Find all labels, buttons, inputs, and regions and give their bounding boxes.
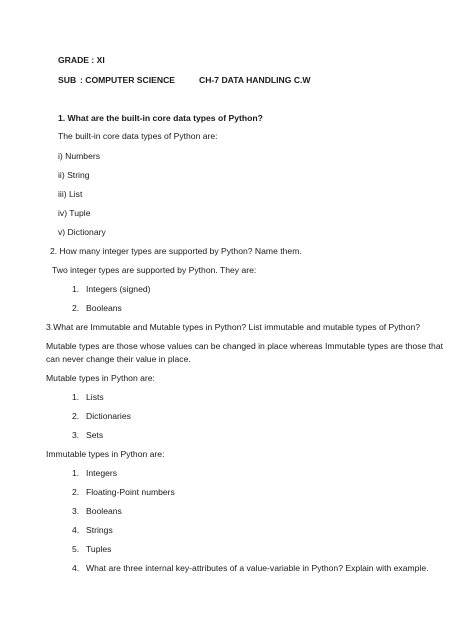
list-item: Integers bbox=[86, 468, 118, 478]
list-number: 2. bbox=[72, 411, 80, 421]
answer-1: The built-in core data types of Python are: bbox=[58, 131, 218, 141]
list-item: Booleans bbox=[86, 506, 122, 516]
list-item: Integers (signed) bbox=[86, 284, 151, 294]
question-1: 1. What are the built-in core data types of Python? bbox=[58, 113, 263, 123]
list-item: Tuples bbox=[86, 544, 112, 554]
list-item: i) Numbers bbox=[58, 151, 101, 161]
mutable-heading: Mutable types in Python are: bbox=[46, 373, 155, 383]
list-number: 2. bbox=[72, 487, 80, 497]
list-item: v) Dictionary bbox=[58, 227, 106, 237]
list-number: 5. bbox=[72, 544, 80, 554]
list-item: Lists bbox=[86, 392, 104, 402]
answer-3-line-2: can never change their value in place. bbox=[46, 354, 191, 364]
question-4-number: 4. bbox=[72, 563, 80, 573]
immutable-heading: Immutable types in Python are: bbox=[46, 449, 165, 459]
list-number: 1. bbox=[72, 284, 80, 294]
list-item: ii) String bbox=[58, 170, 90, 180]
question-2: 2. How many integer types are supported by Python? Name them. bbox=[50, 246, 302, 256]
subject-title: : COMPUTER SCIENCE bbox=[80, 75, 176, 85]
list-item: Dictionaries bbox=[86, 411, 131, 421]
list-item: iii) List bbox=[58, 189, 83, 199]
list-item: iv) Tuple bbox=[58, 208, 91, 218]
list-item: Floating-Point numbers bbox=[86, 487, 175, 497]
answer-3-line-1: Mutable types are those whose values can be changed in place whereas Immutable types are those that bbox=[46, 341, 443, 351]
list-item: Booleans bbox=[86, 303, 122, 313]
chapter-title: CH-7 DATA HANDLING C.W bbox=[199, 75, 311, 85]
list-item: Strings bbox=[86, 525, 113, 535]
question-3: 3.What are Immutable and Mutable types in Python? List immutable and mutable types of Python? bbox=[46, 322, 421, 332]
subject-prefix: SUB bbox=[58, 75, 77, 85]
list-number: 1. bbox=[72, 392, 80, 402]
question-4: What are three internal key-attributes of a value-variable in Python? Explain with example. bbox=[86, 563, 429, 573]
list-number: 3. bbox=[72, 430, 80, 440]
list-number: 3. bbox=[72, 506, 80, 516]
list-item: Sets bbox=[86, 430, 104, 440]
grade-label: GRADE : XI bbox=[58, 55, 105, 65]
list-number: 1. bbox=[72, 468, 80, 478]
list-number: 2. bbox=[72, 303, 80, 313]
answer-2: Two integer types are supported by Python. They are: bbox=[52, 265, 257, 275]
list-number: 4. bbox=[72, 525, 80, 535]
